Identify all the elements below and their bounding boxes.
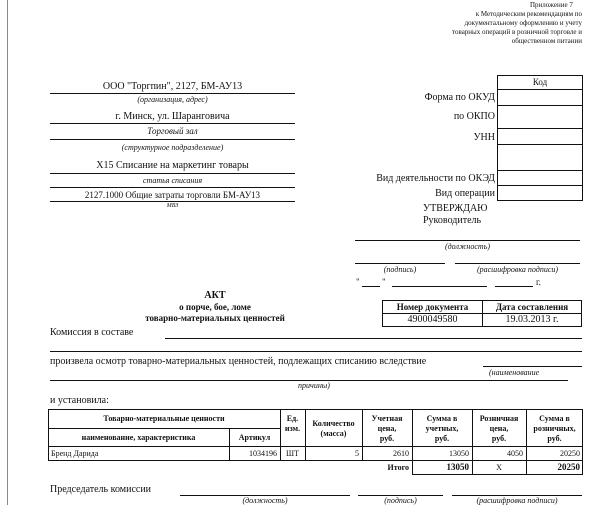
header-retail-line: цена, xyxy=(489,424,509,433)
header-unit-line: изм. xyxy=(284,424,301,433)
underline xyxy=(483,366,582,367)
approval-role: Руководитель xyxy=(423,215,482,226)
mvz-caption: МВЗ xyxy=(166,203,179,209)
mvz-value: 2127.1000 Общие затраты торговли БМ-АУ13 xyxy=(84,190,261,200)
write-off-article: X15 Списание на маркетинг товары xyxy=(96,160,249,171)
inspection-text: произвела осмотр товарно-материальных ценностей, подлежащих списанию вследствие xyxy=(50,356,427,367)
underline xyxy=(495,286,533,287)
header-price-line: Учетная xyxy=(371,414,403,423)
chairman-decoding-caption: (расшифровка подписи) xyxy=(476,496,558,505)
header-retail-sum-line: розничных, xyxy=(533,424,576,433)
approval-signature-caption: (подпись) xyxy=(383,265,417,274)
total-retail: X xyxy=(496,463,502,472)
underline xyxy=(355,240,580,241)
header-price-line: руб. xyxy=(379,434,395,443)
underline xyxy=(50,187,295,188)
underline xyxy=(455,263,580,264)
total-label: Итого xyxy=(387,463,409,472)
header-goods-group: Товарно-материальные ценности xyxy=(103,414,225,423)
act-subtitle: о порче, бое, ломе xyxy=(179,302,251,312)
total-retail-sum: 20250 xyxy=(557,462,580,472)
underline xyxy=(165,338,582,339)
operation-code-cell xyxy=(497,185,583,201)
header-retail-line: Розничная xyxy=(479,414,519,423)
header-retail-sum-line: Сумма в xyxy=(539,414,570,423)
underline xyxy=(362,286,380,287)
code-header: Код xyxy=(532,77,548,87)
unn-label: УНН xyxy=(473,132,495,143)
organization-address: г. Минск, ул. Шаранговича xyxy=(115,111,230,122)
header-divider xyxy=(48,428,280,429)
header-price-line: цена, xyxy=(377,424,397,433)
approval-decoding-caption: (расшифровка подписи) xyxy=(476,265,559,274)
underline xyxy=(392,286,487,287)
row-price: 2610 xyxy=(393,449,409,458)
okpo-label: по ОКПО xyxy=(453,111,495,122)
appendix-title: Приложение 7 xyxy=(530,1,573,9)
okud-label: Форма по ОКУД xyxy=(424,92,495,103)
row-retail-sum: 20250 xyxy=(560,449,580,458)
appendix-line: документальному оформлению и учету xyxy=(464,19,582,27)
unn-code-cell xyxy=(497,128,583,145)
header-sum-line: Сумма в xyxy=(426,414,458,423)
established-text: и установила: xyxy=(50,395,109,406)
appendix-line: товарных операций в розничной торговле и xyxy=(452,28,582,36)
naming-caption: (наименование xyxy=(489,368,540,377)
doc-number-label: Номер документа xyxy=(396,302,469,312)
date-year-suffix: г. xyxy=(536,277,541,287)
row-qty: 5 xyxy=(355,449,359,458)
header-qty-line: (масса) xyxy=(320,429,347,438)
header-sum-line: учетных, xyxy=(425,424,459,433)
header-unit-line: Ед. xyxy=(286,414,299,423)
left-scrollbar-edge xyxy=(7,0,8,505)
okved-label: Вид деятельности по ОКЭД xyxy=(376,173,495,184)
approval-position-caption: (должность) xyxy=(444,242,491,251)
blank-code-cell xyxy=(497,144,583,171)
approval-title: УТВЕРЖДАЮ xyxy=(423,203,488,214)
underline xyxy=(50,173,295,174)
okved-code-cell xyxy=(497,170,583,186)
underline xyxy=(50,139,295,140)
reasons-caption: причины) xyxy=(298,381,330,390)
underline xyxy=(50,123,295,124)
division-name: Торговый зал xyxy=(147,126,198,136)
date-quote-open: " xyxy=(356,277,360,287)
doc-date-label: Дата составления xyxy=(495,302,569,312)
header-sum-line: руб. xyxy=(434,434,450,443)
total-sum: 13050 xyxy=(446,462,469,472)
underline xyxy=(50,93,295,94)
article-caption: статья списания xyxy=(142,176,203,185)
doc-number-value: 4900049580 xyxy=(407,314,458,325)
chairman-position-caption: (должность) xyxy=(242,496,288,505)
chairman-signature-caption: (подпись) xyxy=(384,496,417,505)
row-retail: 4050 xyxy=(507,449,523,458)
header-name: наименование, характеристика xyxy=(81,433,196,442)
organization-caption: (организация, адрес) xyxy=(137,95,208,104)
act-subtitle: товарно-материальных ценностей xyxy=(145,313,285,323)
row-sum: 13050 xyxy=(449,449,469,458)
row-unit: ШТ xyxy=(286,449,299,458)
header-retail-line: руб. xyxy=(491,434,507,443)
underline xyxy=(50,351,582,352)
header-article: Артикул xyxy=(238,433,271,442)
chairman-label: Председатель комиссии xyxy=(50,484,152,495)
act-title: АКТ xyxy=(204,290,226,301)
commission-label: Комиссия в составе xyxy=(50,327,134,338)
appendix-line: общественном питании xyxy=(511,37,582,45)
okud-code-cell xyxy=(497,89,583,106)
row-article: 1034196 xyxy=(249,449,277,458)
appendix-line: к Методическим рекомендациям по xyxy=(475,10,582,18)
doc-date-value: 19.03.2013 г. xyxy=(505,314,559,325)
row-name: Бренд Дарида xyxy=(51,449,99,458)
date-quote-close: " xyxy=(382,277,386,287)
header-retail-sum-line: руб. xyxy=(547,434,562,443)
operation-label: Вид операции xyxy=(435,188,495,199)
division-caption: (структурное подразделение) xyxy=(121,143,224,152)
header-qty-line: Количество xyxy=(312,419,355,428)
underline xyxy=(355,263,445,264)
okpo-code-cell xyxy=(497,105,583,129)
organization-name: ООО "Торгпин", 2127, БМ-АУ13 xyxy=(102,81,243,92)
